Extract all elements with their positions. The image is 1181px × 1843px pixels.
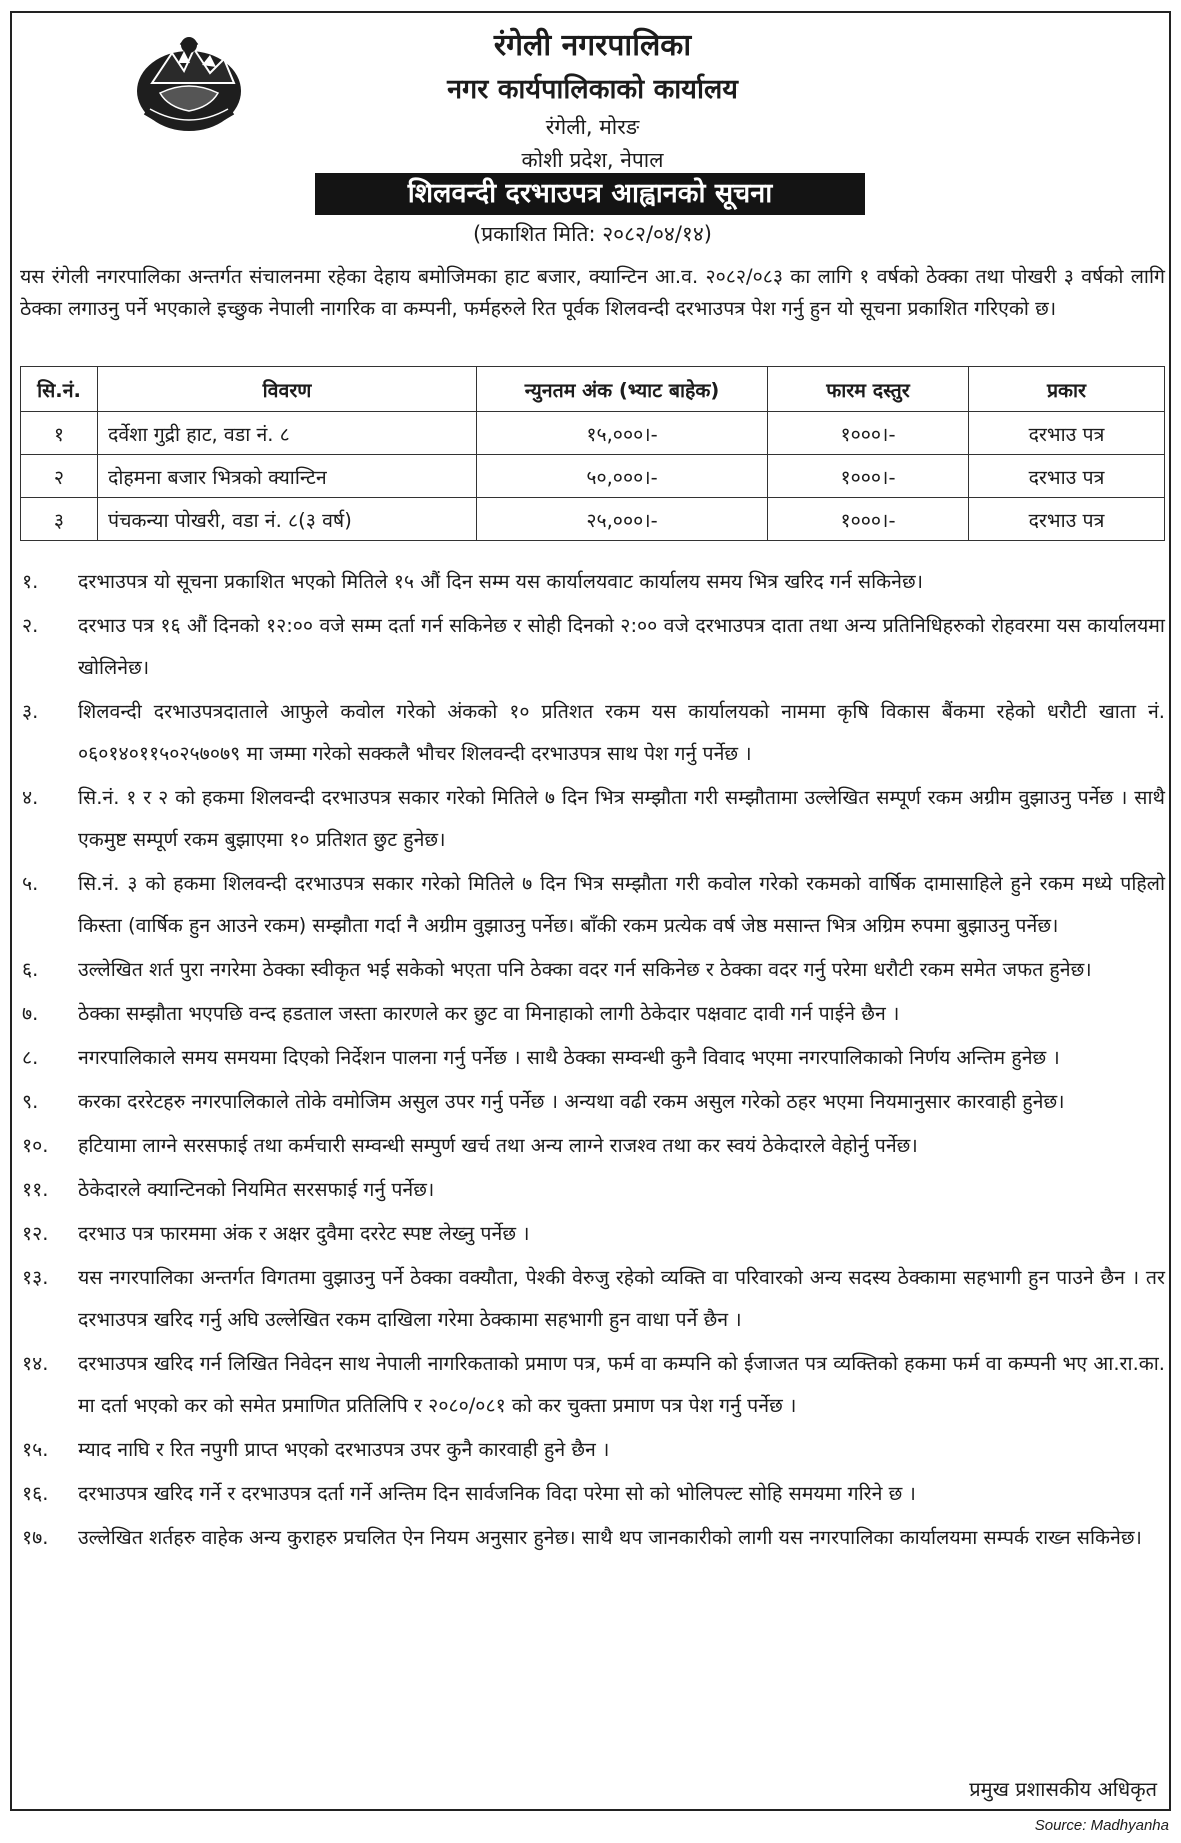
condition-text: दरभाउपत्र खरिद गर्ने र दरभाउपत्र दर्ता गर्ने अन्तिम दिन सार्वजनिक विदा परेमा सो को भोलिपल्ट सोहि समयमा गरिने छ । bbox=[78, 1482, 916, 1505]
list-item bbox=[20, 1257, 1165, 1341]
list-item bbox=[20, 949, 1165, 991]
cell-sn: ३ bbox=[21, 498, 98, 541]
condition-text: उल्लेखित शर्तहरु वाहेक अन्य कुराहरु प्रचलित ऐन नियम अनुसार हुनेछ। साथै थप जानकारीको लागी यस नगरपालिका कार्यालयमा सम्पर्क राख्न सकिनेछ। bbox=[78, 1526, 1142, 1549]
condition-number: १. bbox=[22, 570, 39, 593]
condition-number: १०. bbox=[22, 1134, 49, 1157]
table-header-row bbox=[21, 367, 1165, 412]
cell-min-amount: ५०,०००।- bbox=[477, 455, 768, 498]
items-table bbox=[20, 366, 1165, 541]
table-row bbox=[21, 498, 1165, 541]
condition-number: ६. bbox=[22, 958, 39, 981]
condition-number: ३. bbox=[22, 700, 39, 723]
list-item bbox=[20, 863, 1165, 947]
cell-type: दरभाउ पत्र bbox=[969, 498, 1165, 541]
office-location: रंगेली, मोरङ bbox=[545, 115, 640, 139]
condition-number: १२. bbox=[22, 1222, 49, 1245]
condition-text: शिलवन्दी दरभाउपत्रदाताले आफुले कवोल गरेको अंकको १० प्रतिशत रकम यस कार्यालयको नाममा कृषि विकास बैंकमा रहेको धरौटी खाता नं. ०६०१४०११५०२५७०७९ मा जम्मा गरेको सक्कलै भौचर शिलवन्दी दरभाउपत्र साथ पेश गर्नु पर्नेछ । bbox=[78, 700, 1165, 765]
condition-text: दरभाउ पत्र १६ औं दिनको १२:०० वजे सम्म दर्ता गर्न सकिनेछ र सोही दिनको २:०० वजे दरभाउपत्र दाता तथा अन्य प्रतिनिधिहरुको रोहवरमा यस कार्यालयमा खोलिनेछ। bbox=[78, 614, 1165, 679]
condition-text: यस नगरपालिका अन्तर्गत विगतमा वुझाउनु पर्ने ठेक्का वक्यौता, पेश्की वेरुजु रहेको व्यक्ति वा परिवारको अन्य सदस्य ठेक्कामा सहभागी हुन पाउने छैन । तर दरभाउपत्र खरिद गर्नु अघि उल्लेखित रकम दाखिला गरेमा ठेक्कामा सहभागी हुन वाधा पर्ने छैन । bbox=[78, 1266, 1165, 1331]
condition-text: दरभाउ पत्र फारममा अंक र अक्षर दुवैमा दररेट स्पष्ट लेख्नु पर्नेछ । bbox=[78, 1222, 530, 1245]
condition-number: ११. bbox=[22, 1178, 49, 1201]
org-name: रंगेली नगरपालिका bbox=[493, 28, 692, 63]
condition-number: ४. bbox=[22, 786, 39, 809]
notice-header bbox=[12, 13, 1173, 246]
cell-description: दोहमना बजार भित्रको क्यान्टिन bbox=[98, 455, 477, 498]
office-province: कोशी प्रदेश, नेपाल bbox=[521, 148, 664, 172]
list-item bbox=[20, 1429, 1165, 1471]
list-item bbox=[20, 561, 1165, 603]
intro-paragraph: यस रंगेली नगरपालिका अन्तर्गत संचालनमा रहेका देहाय बमोजिमका हाट बजार, क्यान्टिन आ.व. २०८२/०८३ का लागि १ वर्षको ठेक्का तथा पोखरी ३ वर्षको लागि ठेक्का लगाउनु पर्ने भएकाले इच्छुक नेपाली नागरिक वा कम्पनी, फर्महरुले रित पूर्वक शिलवन्दी दरभाउपत्र पेश गर्नु हुन यो सूचना प्रकाशित गरिएको छ। bbox=[20, 265, 1165, 320]
list-item bbox=[20, 1343, 1165, 1427]
list-item bbox=[20, 1213, 1165, 1255]
condition-text: ठेकेदारले क्यान्टिनको नियमित सरसफाई गर्नु पर्नेछ। bbox=[78, 1178, 435, 1201]
col-header-form-fee: फारम दस्तुर bbox=[768, 367, 969, 412]
col-header-sn: सि.नं. bbox=[21, 367, 98, 412]
condition-text: सि.नं. १ र २ को हकमा शिलवन्दी दरभाउपत्र सकार गरेको मितिले ७ दिन भित्र सम्झौता गरी सम्झौतामा उल्लेखित सम्पूर्ण रकम अग्रीम वुझाउनु पर्नेछ । साथै एकमुष्ट सम्पूर्ण रकम बुझाएमा १० प्रतिशत छुट हुनेछ। bbox=[78, 786, 1165, 851]
condition-number: १६. bbox=[22, 1482, 49, 1505]
notice-title: शिलवन्दी दरभाउपत्र आह्वानको सूचना bbox=[315, 173, 865, 215]
condition-number: १५. bbox=[22, 1438, 49, 1461]
list-item bbox=[20, 1169, 1165, 1211]
cell-description: पंचकन्या पोखरी, वडा नं. ८(३ वर्ष) bbox=[98, 498, 477, 541]
source-credit: Source: Madhyanha bbox=[1034, 1817, 1169, 1834]
conditions-list bbox=[20, 561, 1165, 1561]
cell-sn: २ bbox=[21, 455, 98, 498]
condition-number: ९. bbox=[22, 1090, 39, 1113]
notice-frame bbox=[10, 11, 1171, 1811]
condition-text: उल्लेखित शर्त पुरा नगरेमा ठेक्का स्वीकृत भई सकेको भएता पनि ठेक्का वदर गर्न सकिनेछ र ठेक्का वदर गर्नु परेमा धरौटी रकम समेत जफत हुनेछ। bbox=[78, 958, 1092, 981]
col-header-description: विवरण bbox=[98, 367, 477, 412]
cell-sn: १ bbox=[21, 412, 98, 455]
col-header-type: प्रकार bbox=[969, 367, 1165, 412]
office-name: नगर कार्यपालिकाको कार्यालय bbox=[447, 74, 738, 105]
condition-number: १७. bbox=[22, 1526, 49, 1549]
table-row bbox=[21, 412, 1165, 455]
condition-text: ठेक्का सम्झौता भएपछि वन्द हडताल जस्ता कारणले कर छुट वा मिनाहाको लागी ठेकेदार पक्षवाट दावी गर्न पाईने छैन । bbox=[78, 1002, 900, 1025]
list-item bbox=[20, 1081, 1165, 1123]
cell-form-fee: १०००।- bbox=[768, 498, 969, 541]
condition-number: ८. bbox=[22, 1046, 39, 1069]
cell-form-fee: १०००।- bbox=[768, 455, 969, 498]
cell-min-amount: १५,०००।- bbox=[477, 412, 768, 455]
condition-text: दरभाउपत्र यो सूचना प्रकाशित भएको मितिले १५ औं दिन सम्म यस कार्यालयवाट कार्यालय समय भित्र खरिद गर्न सकिनेछ। bbox=[78, 570, 924, 593]
list-item bbox=[20, 993, 1165, 1035]
condition-number: ५. bbox=[22, 872, 39, 895]
cell-min-amount: २५,०००।- bbox=[477, 498, 768, 541]
list-item bbox=[20, 1037, 1165, 1079]
list-item bbox=[20, 1125, 1165, 1167]
condition-text: नगरपालिकाले समय समयमा दिएको निर्देशन पालना गर्नु पर्नेछ । साथै ठेक्का सम्वन्धी कुनै विवाद भएमा नगरपालिकाको निर्णय अन्तिम हुनेछ । bbox=[78, 1046, 1060, 1069]
cell-form-fee: १०००।- bbox=[768, 412, 969, 455]
signature-title: प्रमुख प्रशासकीय अधिकृत bbox=[969, 1777, 1157, 1801]
list-item bbox=[20, 1473, 1165, 1515]
list-item bbox=[20, 691, 1165, 775]
condition-text: सि.नं. ३ को हकमा शिलवन्दी दरभाउपत्र सकार गरेको मितिले ७ दिन भित्र सम्झौता गरी कवोल गरेको रकमको वार्षिक दामासाहिले हुने रकम मध्ये पहिलो किस्ता (वार्षिक हुन आउने रकम) सम्झौता गर्दा नै अग्रीम वुझाउनु पर्नेछ। बाँकी रकम प्रत्येक वर्ष जेष्ठ मसान्त भित्र अग्रिम रुपमा बुझाउनु पर्नेछ। bbox=[78, 872, 1165, 937]
cell-type: दरभाउ पत्र bbox=[969, 412, 1165, 455]
cell-description: दर्वेशा गुद्री हाट, वडा नं. ८ bbox=[98, 412, 477, 455]
table-row bbox=[21, 455, 1165, 498]
condition-text: करका दररेटहरु नगरपालिकाले तोके वमोजिम असुल उपर गर्नु पर्नेछ । अन्यथा वढी रकम असुल गरेको ठहर भएमा नियमानुसार कारवाही हुनेछ। bbox=[78, 1090, 1065, 1113]
list-item bbox=[20, 777, 1165, 861]
condition-text: हटियामा लाग्ने सरसफाई तथा कर्मचारी सम्वन्धी सम्पुर्ण खर्च तथा अन्य लाग्ने राजश्व तथा कर स्वयं ठेकेदारले वेहोर्नु पर्नेछ। bbox=[78, 1134, 918, 1157]
condition-number: १३. bbox=[22, 1266, 49, 1289]
condition-text: दरभाउपत्र खरिद गर्न लिखित निवेदन साथ नेपाली नागरिकताको प्रमाण पत्र, फर्म वा कम्पनि को ईजाजत पत्र व्यक्तिको हकमा फर्म वा कम्पनी भए आ.रा.का. मा दर्ता भएको कर को समेत प्रमाणित प्रतिलिपि र २०८०/०८१ को कर चुक्ता प्रमाण पत्र पेश गर्नु पर्नेछ । bbox=[78, 1352, 1165, 1417]
condition-text: म्याद नाघि र रित नपुगी प्राप्त भएको दरभाउपत्र उपर कुनै कारवाही हुने छैन । bbox=[78, 1438, 610, 1461]
cell-type: दरभाउ पत्र bbox=[969, 455, 1165, 498]
condition-number: १४. bbox=[22, 1352, 49, 1375]
condition-number: २. bbox=[22, 614, 39, 637]
published-date: (प्रकाशित मिति: २०८२/०४/१४) bbox=[473, 222, 712, 246]
list-item bbox=[20, 605, 1165, 689]
col-header-min-amount: न्युनतम अंक (भ्याट बाहेक) bbox=[477, 367, 768, 412]
condition-number: ७. bbox=[22, 1002, 39, 1025]
list-item bbox=[20, 1517, 1165, 1559]
